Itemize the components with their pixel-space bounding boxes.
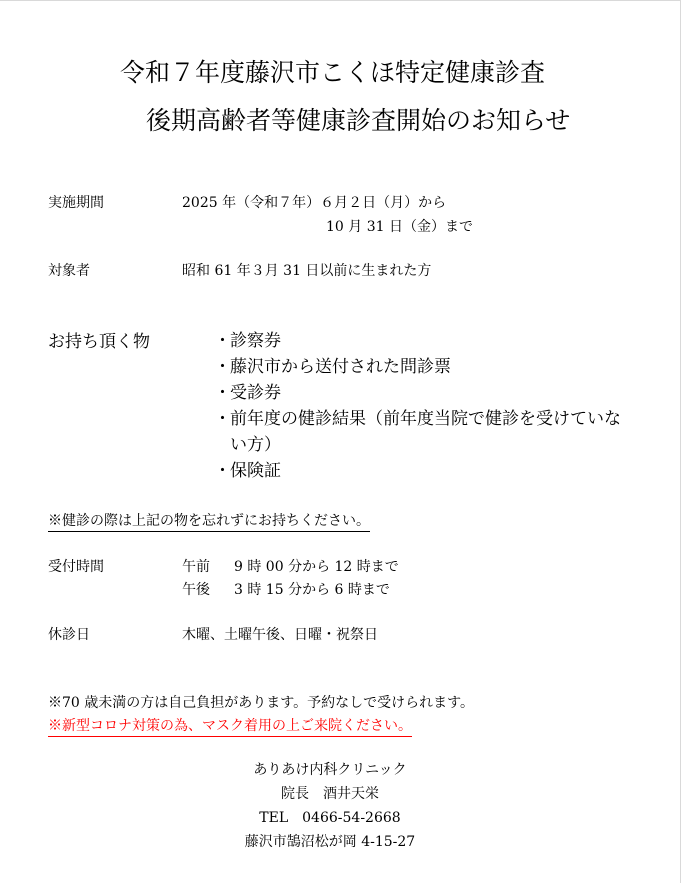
- target-value: 昭和 61 年３月 31 日以前に生まれた方: [182, 263, 432, 279]
- bullet: ・: [214, 461, 231, 481]
- bring-item-text: 受診券: [230, 383, 281, 403]
- bring-item-text: 診察券: [230, 331, 281, 351]
- bring-item-text: 保険証: [230, 461, 281, 481]
- clinic-name: ありあけ内科クリニック: [253, 762, 407, 778]
- target-label: 対象者: [48, 263, 90, 279]
- bring-item: [214, 406, 634, 458]
- cost-note: ※70 歳未満の方は自己負担があります。予約なしで受けられます。: [48, 695, 475, 711]
- bring-item: [214, 354, 634, 380]
- bring-item: [214, 380, 634, 406]
- bullet: ・: [214, 357, 231, 377]
- clinic-phone: TEL 0466-54-2668: [259, 810, 401, 826]
- notice-title-line2: 後期高齢者等健康診査開始のお知らせ: [146, 106, 571, 135]
- period-end: 10 月 31 日（金）まで: [326, 219, 473, 235]
- bullet: ・: [214, 409, 231, 429]
- bullet: ・: [214, 331, 231, 351]
- period-label: 実施期間: [48, 195, 104, 211]
- bring-item: [214, 458, 634, 484]
- clinic-address: 藤沢市鵠沼松が岡 4-15-27: [244, 834, 416, 850]
- closed-value: 木曜、土曜午後、日曜・祝祭日: [182, 627, 378, 643]
- hours-am-value: 9 時 00 分から 12 時まで: [234, 559, 399, 575]
- hours-pm-label: 午後: [182, 582, 210, 598]
- bring-item-text: 前年度の健診結果（前年度当院で健診を受けていない方）: [230, 409, 621, 455]
- closed-label: 休診日: [48, 627, 90, 643]
- notice-title-line1: 令和７年度藤沢市こくほ特定健康診査: [120, 58, 546, 87]
- mask-note: ※新型コロナ対策の為、マスク着用の上ご来院ください。: [48, 717, 412, 737]
- bullet: ・: [214, 383, 231, 403]
- bring-item-text: 藤沢市から送付された問診票: [230, 357, 451, 377]
- clinic-info: [200, 758, 460, 854]
- hours-label: 受付時間: [48, 559, 104, 575]
- hours-pm-value: 3 時 15 分から 6 時まで: [234, 582, 390, 598]
- bring-list: [214, 328, 634, 484]
- bring-item: [214, 328, 634, 354]
- bring-reminder: ※健診の際は上記の物を忘れずにお持ちください。: [48, 512, 370, 532]
- clinic-director: 院長 酒井天栄: [281, 786, 379, 802]
- bring-label: お持ち頂く物: [48, 332, 150, 352]
- period-start: 2025 年（令和７年）６月２日（月）から: [182, 195, 447, 211]
- hours-am-label: 午前: [182, 559, 210, 575]
